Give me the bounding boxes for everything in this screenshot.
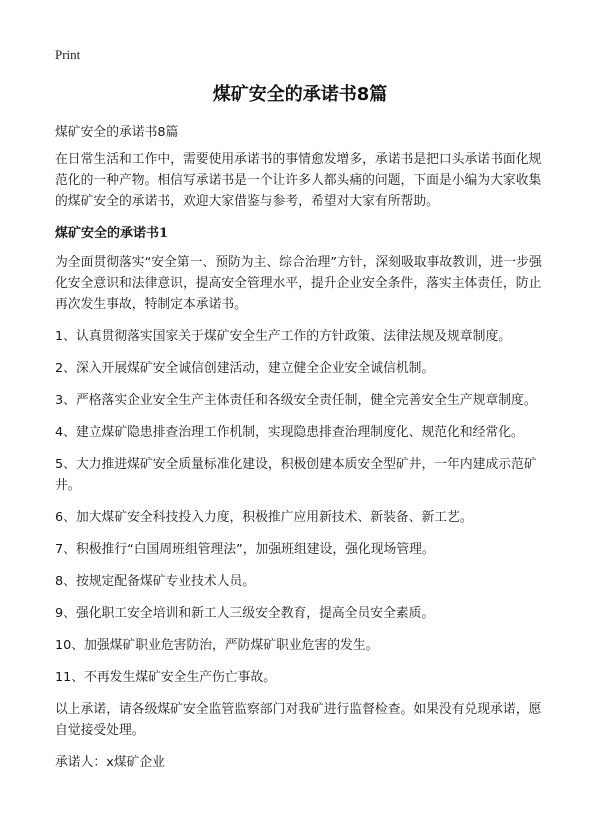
list-item: 8、按规定配备煤矿专业技术人员。 (55, 574, 256, 589)
list-item: 10、加强煤矿职业危害防治，严防煤矿职业危害的发生。 (55, 638, 379, 653)
closing-paragraph: 以上承诺，请各级煤矿安全监管监察部门对我矿进行监督检查。如果没有兑现承诺，愿自觉接受处理。 (55, 702, 542, 738)
print-label[interactable]: Print (55, 47, 81, 62)
list-item: 6、加大煤矿安全科技投入力度，积极推广应用新技术、新装备、新工艺。 (55, 510, 473, 525)
list-item: 2、深入开展煤矿安全诚信创建活动，建立健全企业安全诚信机制。 (55, 361, 435, 376)
signer-line: 承诺人：x煤矿企业 (55, 755, 165, 770)
section-paragraph: 为全面贯彻落实“安全第一、预防为主、综合治理”方针，深刻吸取事故教训，进一步强化安全意识和法律意识，提高安全管理水平，提升企业安全条件，落实主体责任，防止再次发生事故，特制定本承诺书。 (55, 255, 542, 312)
intro-paragraph: 在日常生活和工作中，需要使用承诺书的事情愈发增多，承诺书是把口头承诺书面化规范化的一种产物。相信写承诺书是一个让许多人都头痛的问题，下面是小编为大家收集的煤矿安全的承诺书，欢迎大家借鉴与参考，希望对大家有所帮助。 (55, 152, 542, 209)
document-title: 煤矿安全的承诺书8篇 (212, 84, 388, 105)
list-item: 5、大力推进煤矿安全质量标准化建设，积极创建本质安全型矿井，一年内建成示范矿井。 (55, 457, 537, 493)
list-item: 4、建立煤矿隐患排查治理工作机制，实现隐患排查治理制度化、规范化和经常化。 (55, 425, 524, 440)
section-heading: 煤矿安全的承诺书1 (55, 226, 169, 241)
list-item: 9、强化职工安全培训和新工人三级安全教育，提高全员安全素质。 (55, 606, 435, 621)
list-item: 1、认真贯彻落实国家关于煤矿安全生产工作的方针政策、法律法规及规章制度。 (55, 329, 512, 344)
list-item: 11、不再发生煤矿安全生产伤亡事故。 (55, 670, 277, 685)
list-item: 3、严格落实企业安全生产主体责任和各级安全责任制，健全完善安全生产规章制度。 (55, 393, 537, 408)
list-item: 7、积极推行“白国周班组管理法”，加强班组建设，强化现场管理。 (55, 542, 435, 557)
document-subtitle: 煤矿安全的承诺书8篇 (55, 125, 179, 140)
document-body (55, 122, 550, 784)
